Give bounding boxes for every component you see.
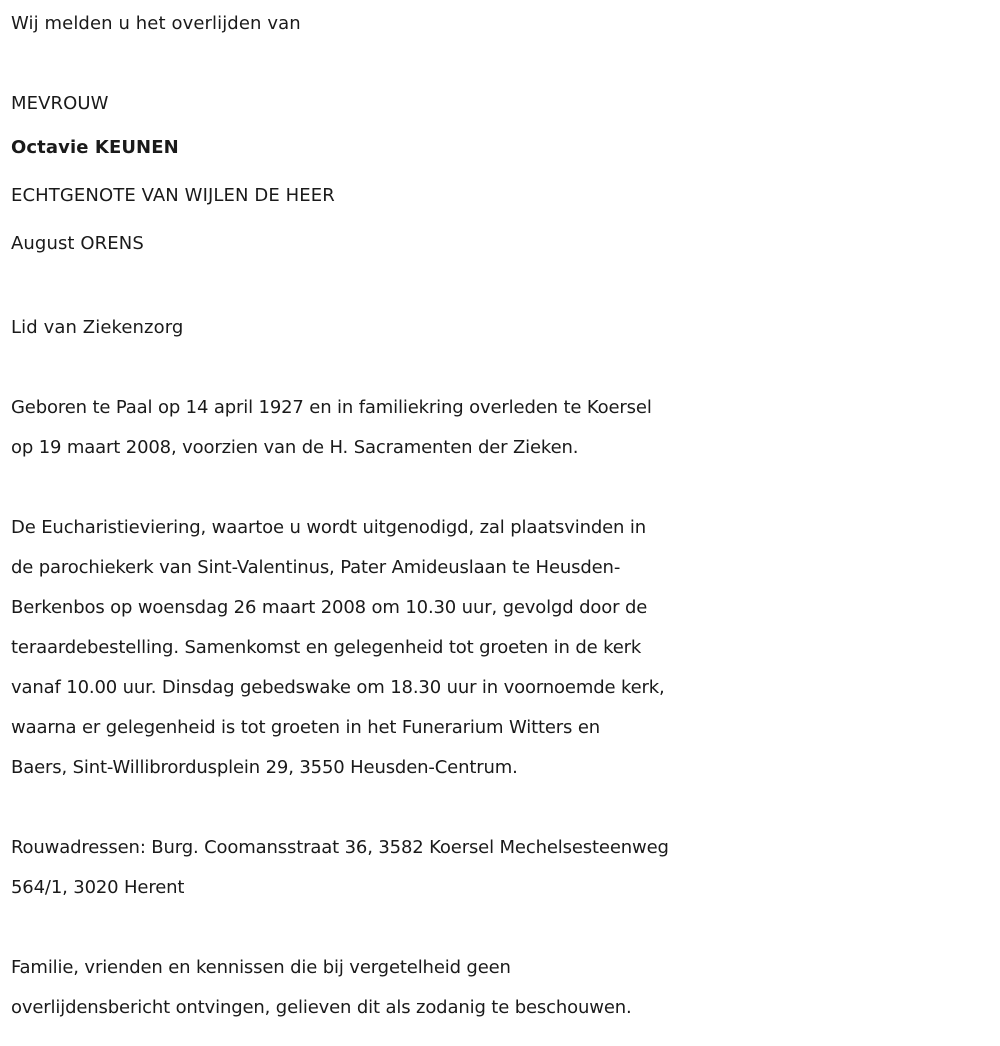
paragraph-line: op 19 maart 2008, voorzien van de H. Sacramenten der Zieken. [11,437,579,458]
deceased-name: Octavie KEUNEN [11,137,179,158]
membership-text: Lid van Ziekenzorg [11,317,184,338]
addresses-paragraph [11,828,996,908]
honorific-title: MEVROUW [11,93,109,114]
closing-paragraph [11,948,996,1028]
paragraph-line: 564/1, 3020 Herent [11,877,185,898]
paragraph-line: Geboren te Paal op 14 april 1927 en in familiekring overleden te Koersel [11,397,652,418]
paragraph-line: de parochiekerk van Sint-Valentinus, Pater Amideuslaan te Heusden- [11,557,621,578]
paragraph-line: De Eucharistieviering, waartoe u wordt uitgenodigd, zal plaatsvinden in [11,517,646,538]
paragraph-line: vanaf 10.00 uur. Dinsdag gebedswake om 18.30 uur in voornoemde kerk, [11,677,665,698]
paragraph-line: waarna er gelegenheid is tot groeten in het Funerarium Witters en [11,717,601,738]
paragraph-line: Familie, vrienden en kennissen die bij vergetelheid geen [11,957,511,978]
paragraph-line: Rouwadressen: Burg. Coomansstraat 36, 3582 Koersel Mechelsesteenweg [11,837,669,858]
paragraph-line: overlijdensbericht ontvingen, gelieven dit als zodanig te beschouwen. [11,997,632,1018]
ceremony-paragraph [11,508,996,788]
death-notice [11,4,996,1028]
relation-text: ECHTGENOTE VAN WIJLEN DE HEER [11,185,335,206]
birth-death-paragraph [11,388,996,468]
paragraph-line: Baers, Sint-Willibrordusplein 29, 3550 Heusden-Centrum. [11,757,518,778]
intro-text: Wij melden u het overlijden van [11,13,301,34]
spouse-name: August ORENS [11,233,144,254]
paragraph-line: teraardebestelling. Samenkomst en gelegenheid tot groeten in de kerk [11,637,642,658]
paragraph-line: Berkenbos op woensdag 26 maart 2008 om 10.30 uur, gevolgd door de [11,597,648,618]
